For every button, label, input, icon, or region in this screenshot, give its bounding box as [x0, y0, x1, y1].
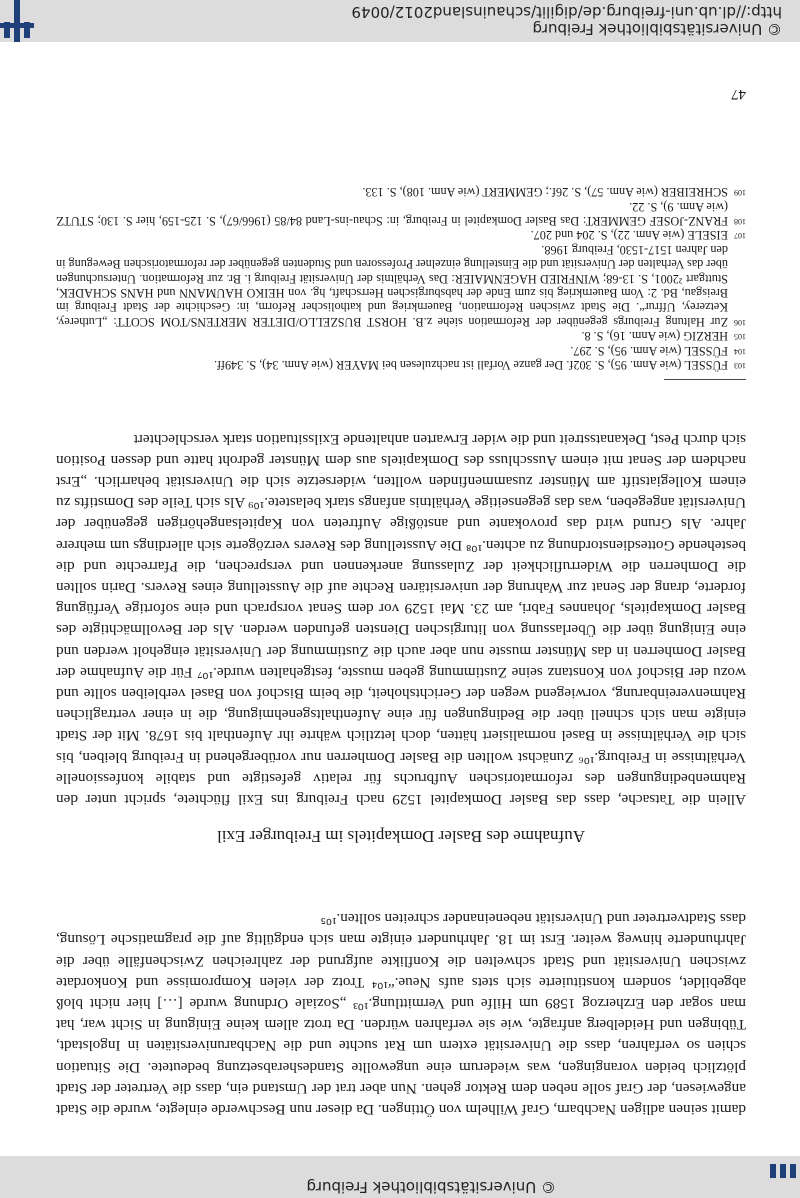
footnote: 106Zur Haltung Freiburgs gegenüber der Reformation siehe z.B. HORST BUSZELLO/DIETER MERTENS/TOM SCOTT: „Lutherey, Ketzerey, Uffrur“. Die Stadt zwischen Reformation, Bauernkrieg und katholischer Reform, in: Geschichte der Stadt Freiburg im Breisgau, Bd. 2: Vom Bauernkrieg bis zum Ende der habsburgischen Herrschaft, hg. von HEIKO HAUMANN und HANS SCHADEK, Stuttgart ²2001, S. 13-68; WINFRIED HAGENMAIER: Das Verhältnis der Universität Freiburg i. Br. zur Reformation. Untersuchungen über das Verhalten der Universität und die Einstellung einzelner Professoren und Studenten gegenüber der reformatorischen Bewegung in den Jahren 1517-1530, Freiburg 1968. — [56, 242, 746, 329]
header-library-label: © Universitätsbibliothek Freiburg — [306, 1178, 556, 1196]
header-band — [0, 1156, 800, 1198]
footnote: 107EISELE (wie Anm. 22), S. 204 und 207. — [530, 228, 746, 243]
source-url-link[interactable]: http://dl.ub.uni-freiburg.de/digilit/schauinsland2012/0049 — [351, 3, 782, 21]
page-number: 47 — [731, 86, 746, 102]
body-paragraph-1: damit seinen adligen Nachbarn, Graf Wilhelm von Öttingen. Da dieser nun Beschwerde einlegte, wurde die Stadt angewiesen, der Graf solle neben dem Rektor gehen. Nun aber trat der Umstand ein, dass die Vertreter der Stadt plötzlich beiden vorangingen, was wiederum eine ungewollte Standesherabsetzung bedeutete. Die Situation schien so verfahren, dass die Universität extern um Rat suchte und die Nachbaruniversitäten in Ingolstadt, Tübingen und Heidelberg anfragte, wie sie verfahren würden. Da trotz allem keine Einigung in Sicht war, hat man sogar den Erzherzog 1589 um Hilfe und Vermittlung.¹⁰³ „Soziale Ordnung wurde […] hier nicht bloß abgebildet, sondern konstituierte sich stets aufs Neue.“¹⁰⁴ Trotz der vielen Kompromisse und Konkordate zwischen Universität und Stadt schwelten die Konflikte aufgrund der zahlreichen Zwischenfälle über die Jahrhunderte hinweg weiter. Erst im 18. Jahrhundert einigte man sich endgültig auf die pragmatische Lösung, dass Stadtvertreter und Universität nebeneinander schreiten sollten.¹⁰⁵ — [56, 910, 746, 1118]
footnote: 103FÜSSEL (wie Anm. 95), S. 302f. Der ganze Vorfall ist nachzulesen bei MAYER (wie Anm. 34), S. 349ff. — [214, 358, 746, 372]
footnote: 105HERZIG (wie Anm. 16), S. 8. — [581, 329, 746, 344]
footnote: 104FÜSSEL (wie Anm. 95), S. 297. — [570, 343, 746, 358]
footer-library-label: © Universitätsbibliothek Freiburg — [532, 20, 782, 38]
library-logo-icon — [766, 1156, 800, 1198]
footnote: 108FRANZ-JOSEF GEMMERT: Das Basler Domkapitel in Freiburg, in: Schau-ins-Land 84/85 (1966/67), S. 125-159, hier S. 130; STUTZ (wie Anm. 9), S. 22. — [56, 199, 746, 228]
footnote: 109SCHREIBER (wie Anm. 57), S. 26f.; GEMMERT (wie Anm. 108), S. 133. — [362, 185, 746, 200]
footnote-rule — [664, 379, 746, 380]
library-logo-icon — [0, 0, 34, 42]
section-heading: Aufnahme des Basler Domkapitels im Freiburger Exil — [217, 827, 585, 846]
footer-band — [0, 0, 800, 42]
footnotes — [56, 185, 746, 372]
body-paragraph-2: Allein die Tatsache, dass das Basler Domkapitel 1529 nach Freiburg ins Exil flüchtete, spricht unter den Rahmenbedingungen des reformatorischen Aufbruchs für relativ gefestigte und stabile konfessionelle Verhältnisse in Freiburg.¹⁰⁶ Zunächst wollten die Basler Domherren nur vorübergehend in Freiburg bleiben, bis sich die Verhältnisse in Basel normalisiert hätten, doch letztlich währte ihr Aufenthalt bis 1678. Mit der Stadt einigte man sich schnell über die Bedingungen für eine Aufenthaltsgenehmigung, die in einer vertraglichen Rahmenvereinbarung, vorwiegend wegen der Gerichtshoheit, die beim Bischof von Basel verbleiben sollte und wozu der Bischof von Konstanz seine Zustimmung geben musste, festgehalten wurde.¹⁰⁷ Für die Aufnahme der Basler Domherren in das Münster musste nun aber auch die Zustimmung der Universität eingeholt werden und eine Einigung über die Überlassung von liturgischen Diensten gefunden werden. Als der Bevollmächtigte des Basler Domkapitels, Johannes Fabri, am 23. Mai 1529 vor dem Senat vorsprach und eine sofortige Verfügung forderte, drang der Senat zur Wahrung der universitären Rechte auf die Ausstellung eines Revers. Darin sollten die Domherren die Widerruflichkeit der Zulassung anerkennen und versprechen, die Pfarrechte und die bestehende Gottesdienstordnung zu achten.¹⁰⁸ Die Ausstellung des Revers verzögerte sich allerdings um mehrere Jahre. Als Grund wird das provokante und anstößige Auftreten von Kapitelsangehörigen gegenüber der Universität angegeben, was das gegenseitige Verhältnis anfangs stark belastete.¹⁰⁹ Als sich Teile des Domstifts zu einem Kollegiatstift am Münster zusammenfinden wollten, widersetzte sich die Universität beharrlich. „Erst nachdem der Senat mit einem Ausschluss des Domkapitels aus dem Münster gedroht hatte und dessen Position sich durch Pest, Dekanatsstreit und die wider Erwarten anhaltende Exilssituation stark verschlechtert — [56, 430, 746, 808]
